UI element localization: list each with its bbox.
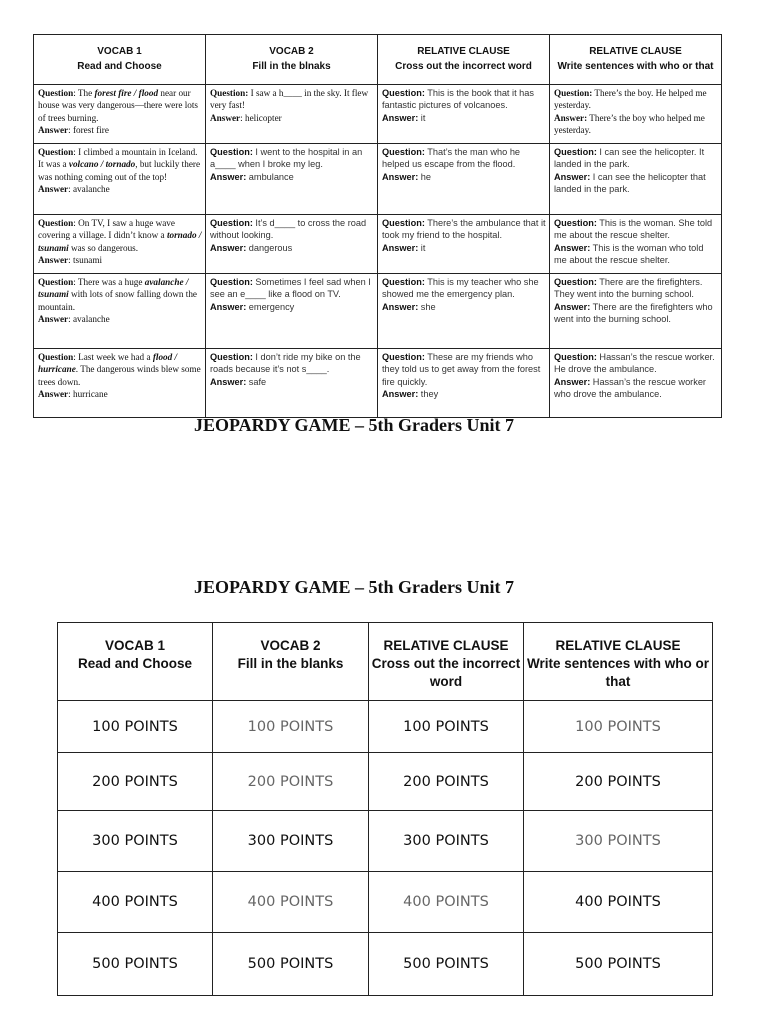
question-cell (206, 274, 378, 349)
question-text: This is the woman. She told me about the rescue shelter. (554, 218, 713, 241)
answer-label: Answer: (554, 376, 591, 387)
questions-header-relative-clause-2 (550, 35, 722, 85)
column-title: VOCAB 2 (269, 46, 314, 57)
points-cell[interactable]: 500 POINTS (369, 933, 524, 996)
question-text: There’s the boy. He helped me yesterday. (554, 88, 707, 111)
question-row (34, 144, 722, 215)
points-row (58, 811, 713, 872)
answer-label: Answer: (382, 301, 419, 312)
answer-label: Answer (38, 314, 69, 325)
column-subtitle: Write sentences with who or that (526, 656, 710, 689)
answer-label: Answer: (210, 171, 247, 182)
question-text: : There was a huge (73, 277, 145, 287)
question-label: Question: (210, 352, 253, 362)
question-cell (34, 349, 206, 418)
answer-text: : forest fire (68, 125, 109, 136)
answer-label: Answer: (554, 112, 588, 123)
column-title: VOCAB 1 (104, 638, 165, 653)
questions-header-row (34, 35, 722, 85)
column-title: RELATIVE CLAUSE (417, 46, 510, 57)
question-text: with lots of snow falling down the mountain. (38, 289, 198, 312)
question-text: : On TV, I saw a huge wave covering a village. I didn’t know a (38, 218, 175, 241)
game-title-top: JEOPARDY GAME – 5th Graders Unit 7 (194, 415, 514, 435)
question-text: . The dangerous winds blew some trees down. (38, 364, 201, 387)
question-cell (206, 349, 378, 418)
points-cell[interactable]: 100 POINTS (213, 701, 369, 753)
question-cell (34, 274, 206, 349)
column-title: RELATIVE CLAUSE (589, 46, 682, 57)
question-label: Question: (210, 147, 253, 157)
question-row (34, 274, 722, 349)
answer-label: Answer: (382, 242, 419, 253)
points-cell[interactable]: 200 POINTS (524, 753, 713, 811)
question-label: Question: (554, 352, 597, 362)
question-row (34, 349, 722, 418)
points-header-vocab1 (58, 623, 213, 701)
question-label: Question: (382, 147, 425, 157)
column-title: VOCAB 2 (260, 638, 321, 653)
question-label: Question: (382, 352, 425, 362)
question-cell (378, 144, 550, 215)
points-cell[interactable]: 400 POINTS (58, 872, 213, 933)
question-label: Question: (382, 88, 425, 98)
answer-text: they (418, 389, 439, 400)
answer-text: I can see the helicopter that landed in the park. (554, 171, 706, 195)
question-text: It’s d____ to cross the road without looking. (210, 218, 367, 241)
answer-text: There are the firefighters who went into the burning school. (554, 301, 713, 325)
points-header-relative-clause-2 (524, 623, 713, 701)
answer-label: Answer (38, 389, 69, 400)
answer-text: dangerous (246, 242, 293, 253)
points-board (57, 622, 713, 996)
question-text: was so dangerous. (68, 242, 139, 253)
question-text: Sometimes I feel sad when I see an e____ like a flood on TV. (210, 277, 371, 300)
question-cell (550, 215, 722, 274)
column-subtitle: Cross out the incorrect word (371, 656, 521, 689)
points-cell[interactable]: 300 POINTS (524, 811, 713, 872)
column-title: RELATIVE CLAUSE (383, 638, 509, 653)
answer-label: Answer: (210, 301, 247, 312)
answer-text: it (418, 242, 426, 253)
question-cell (206, 215, 378, 274)
points-cell[interactable]: 200 POINTS (369, 753, 524, 811)
question-text: I went to the hospital in an a____ when I broke my leg. (210, 147, 363, 170)
question-cell (550, 144, 722, 215)
question-cell (206, 85, 378, 144)
question-text: I can see the helicopter. It landed in the park. (554, 147, 705, 170)
question-cell (378, 215, 550, 274)
points-cell[interactable]: 300 POINTS (213, 811, 369, 872)
points-cell[interactable]: 100 POINTS (58, 701, 213, 753)
points-cell[interactable]: 100 POINTS (524, 701, 713, 753)
answer-text: Hassan’s the rescue worker who drove the ambulance. (554, 376, 706, 400)
question-row (34, 85, 722, 144)
question-label: Question (38, 147, 74, 157)
question-cell (206, 144, 378, 215)
question-cell (34, 144, 206, 215)
answer-label: Answer: (382, 171, 419, 182)
answer-text: it (418, 112, 426, 123)
answer-label: Answer: (382, 112, 419, 123)
question-label: Question: (210, 218, 253, 228)
questions-header-relative-clause-1 (378, 35, 550, 85)
points-cell[interactable]: 300 POINTS (369, 811, 524, 872)
answer-label: Answer: (554, 242, 591, 253)
points-cell[interactable]: 400 POINTS (524, 872, 713, 933)
question-label: Question (38, 352, 74, 362)
choice-options: forest fire / flood (94, 88, 159, 98)
answer-text: ambulance (246, 171, 294, 182)
answer-text: she (418, 301, 436, 312)
column-subtitle: Fill in the blnaks (252, 60, 331, 72)
points-cell[interactable]: 500 POINTS (58, 933, 213, 996)
answer-text: he (418, 171, 432, 182)
answer-text: emergency (246, 301, 295, 312)
column-title: RELATIVE CLAUSE (555, 638, 681, 653)
question-text: There are the firefighters. They went into the burning school. (554, 277, 703, 300)
column-subtitle: Read and Choose (77, 60, 162, 72)
points-row (58, 701, 713, 753)
question-cell (550, 349, 722, 418)
answer-label: Answer (38, 125, 69, 136)
question-cell (378, 349, 550, 418)
answer-text: : tsunami (68, 255, 103, 266)
answer-label: Answer: (382, 389, 419, 400)
question-text: There’s the ambulance that it took my friend to the hospital. (382, 218, 546, 241)
question-text: Hassan’s the rescue worker. He drove the ambulance. (554, 352, 715, 375)
answer-text: : hurricane (68, 389, 108, 400)
question-text: near our house was very dangerous—there were lots of trees burning. (38, 88, 198, 123)
question-text: These are my friends who they told us to get away from the forest fire quickly. (382, 352, 541, 387)
question-label: Question: (554, 277, 597, 287)
question-label: Question: (554, 88, 593, 98)
points-cell[interactable]: 100 POINTS (369, 701, 524, 753)
question-cell (34, 215, 206, 274)
points-header-vocab2 (213, 623, 369, 701)
question-label: Question: (210, 88, 249, 98)
question-cell (378, 274, 550, 349)
question-label: Question (38, 277, 74, 287)
points-cell[interactable]: 200 POINTS (58, 753, 213, 811)
question-text: That’s the man who he helped us escape from the flood. (382, 147, 521, 170)
choice-options: flood / hurricane (38, 352, 178, 375)
questions-header-vocab2 (206, 35, 378, 85)
points-cell[interactable]: 500 POINTS (524, 933, 713, 996)
question-text: I don’t ride my bike on the roads because it’s not s____. (210, 352, 361, 375)
question-text: I saw a h____ in the sky. It flew very fast! (210, 88, 369, 111)
question-label: Question (38, 218, 74, 228)
choice-options: volcano / tornado (68, 159, 136, 170)
points-row (58, 753, 713, 811)
question-label: Question: (382, 277, 425, 287)
question-row (34, 215, 722, 274)
answer-label: Answer (210, 112, 241, 123)
points-header-relative-clause-1 (369, 623, 524, 701)
question-text: , but luckily there was nothing coming out of the top! (38, 159, 201, 182)
column-subtitle: Write sentences with who or that (557, 60, 714, 72)
question-label: Question: (554, 218, 597, 228)
points-row (58, 872, 713, 933)
question-label: Question (38, 88, 74, 98)
question-cell (550, 274, 722, 349)
answer-label: Answer (38, 184, 69, 195)
question-label: Question: (382, 218, 425, 228)
answer-text: : avalanche (68, 314, 110, 325)
question-cell (378, 85, 550, 144)
answer-text: : avalanche (68, 184, 110, 195)
answer-label: Answer: (210, 242, 247, 253)
answer-label: Answer: (554, 301, 591, 312)
question-label: Question: (210, 277, 253, 287)
points-row (58, 933, 713, 996)
answer-text: This is the woman who told me about the rescue shelter. (554, 242, 704, 266)
points-cell[interactable]: 400 POINTS (369, 872, 524, 933)
game-title-board: JEOPARDY GAME – 5th Graders Unit 7 (194, 577, 514, 597)
column-subtitle: Read and Choose (77, 656, 193, 671)
questions-table (33, 34, 722, 418)
answer-label: Answer (38, 255, 69, 266)
column-subtitle: Cross out the incorrect word (395, 60, 532, 72)
question-text: : Last week we had a (73, 352, 153, 362)
answer-label: Answer: (554, 171, 591, 182)
choice-options: tornado / tsunami (38, 230, 202, 253)
column-subtitle: Fill in the blanks (237, 656, 344, 671)
choice-options: avalanche / tsunami (38, 277, 189, 300)
question-text: This is my teacher who she showed me the emergency plan. (382, 277, 539, 300)
column-title: VOCAB 1 (97, 46, 142, 57)
question-cell (34, 85, 206, 144)
question-text: : The (73, 88, 95, 98)
question-text: : I climbed a mountain in Iceland. It was a (38, 147, 198, 170)
answer-text: There’s the boy who helped me yesterday. (554, 112, 705, 136)
points-cell[interactable]: 500 POINTS (213, 933, 369, 996)
answer-text: safe (246, 376, 267, 387)
points-cell[interactable]: 200 POINTS (213, 753, 369, 811)
questions-header-vocab1 (34, 35, 206, 85)
question-label: Question: (554, 147, 597, 157)
question-text: This is the book that it has fantastic pictures of volcanoes. (382, 88, 534, 111)
answer-text: : helicopter (240, 112, 282, 123)
points-header-row (58, 623, 713, 701)
points-cell[interactable]: 300 POINTS (58, 811, 213, 872)
question-cell (550, 85, 722, 144)
points-cell[interactable]: 400 POINTS (213, 872, 369, 933)
answer-label: Answer: (210, 376, 247, 387)
